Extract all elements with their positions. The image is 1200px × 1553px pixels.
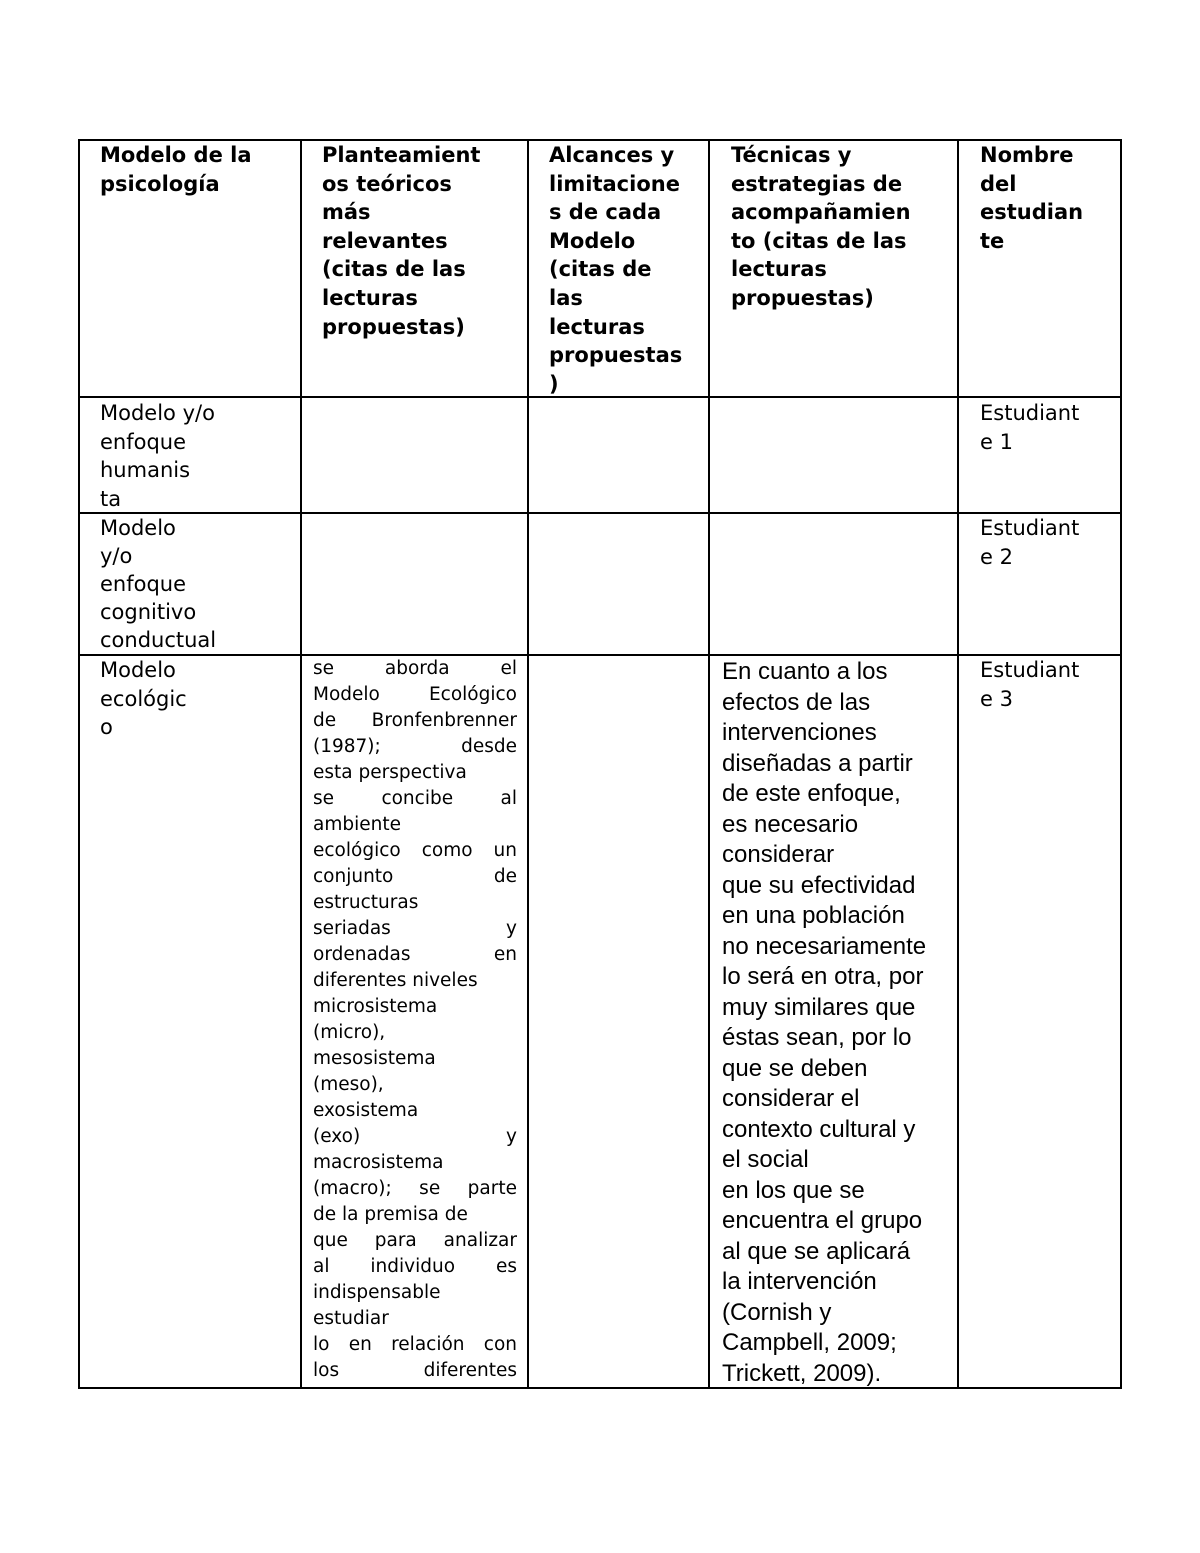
header-tecnicas: Técnicas y estrategias de acompañamien to (citas de las lecturas propuestas): [731, 143, 911, 310]
header-nombre-estudiante: Nombre del estudian te: [980, 143, 1084, 253]
row-humanista-student: Estudiant e 1: [980, 401, 1080, 454]
header-alcances: Alcances y limitacione s de cada Modelo (citas de las lecturas propuestas ): [549, 143, 683, 396]
row-humanista-model: Modelo y/o enfoque humanis ta: [100, 401, 215, 511]
row-cognitivo-student: Estudiant e 2: [980, 516, 1080, 569]
row-ecologico-model: Modelo ecológic o: [100, 658, 187, 740]
header-modelo: Modelo de la psicología: [100, 143, 252, 196]
row-ecologico-planteamientos: se aborda el Modelo Ecológico de Bronfenbrenner (1987); desde esta perspectiva se concibe al ambiente ecológico como un conjunto de estructuras seriadas y ordenadas en diferentes niveles microsistema (micro), mesosistema (meso), exosistema (exo) y macrosistema (macro); se parte de la premisa de que para analizar al individuo es indispensable estudiar lo en relación con los diferentes: [313, 658, 517, 1381]
row-ecologico-student: Estudiant e 3: [980, 658, 1080, 711]
header-planteamientos: Planteamient os teóricos más relevantes (citas de las lecturas propuestas): [322, 143, 481, 339]
row-cognitivo-model: Modelo y/o enfoque cognitivo conductual: [100, 516, 217, 652]
row-ecologico-tecnicas: En cuanto a los efectos de las intervenciones diseñadas a partir de este enfoque, es necesario considerar que su efectividad en una población no necesariamente lo será en otra, por muy similares que éstas sean, por lo que se deben considerar el contexto cultural y el social en los que se encuentra el grupo al que se aplicará la intervención (Cornish y Campbell, 2009; Trickett, 2009).: [722, 658, 927, 1387]
